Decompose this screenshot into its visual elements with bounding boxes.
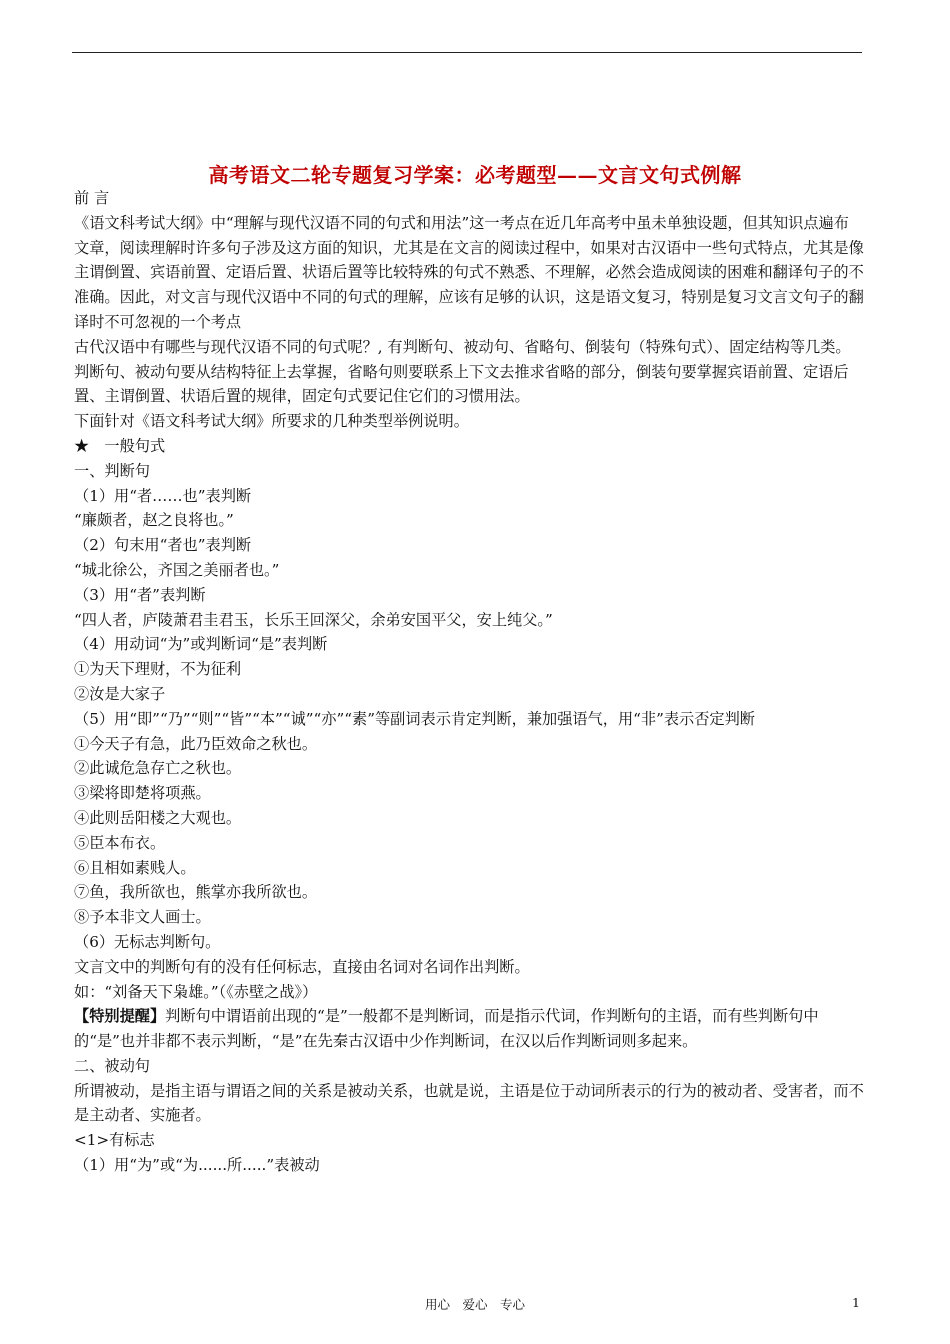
example-line: ⑤臣本布衣。 — [74, 833, 166, 852]
example-line: ⑥且相如素贱人。 — [74, 858, 196, 877]
paragraph: 古代汉语中有哪些与现代汉语不同的句式呢？, 有判断句、被动句、省略句、倒装句（特殊句式）、固定结构等几类。判断句、被动句要从结构特征上去掌握，省略句则要联系上下文去推求省略的部分，倒装句要掌握宾语前置、定语后置、主谓倒置、状语后置的规律，固定句式要记住它们的习惯用法。 — [74, 337, 851, 406]
special-note — [74, 1004, 864, 1054]
document-body — [74, 186, 864, 1178]
example-line: ④此则岳阳楼之大观也。 — [74, 808, 242, 827]
example-line: ②汝是大家子 — [74, 684, 166, 703]
section-heading: ★ 一般句式 — [74, 436, 166, 455]
subsection-heading: 二、被动句 — [74, 1056, 150, 1075]
page-footer: 用心 爱心 专心 — [424, 1297, 525, 1312]
example-line: ⑧予本非文人画士。 — [74, 908, 211, 927]
paragraph: 《语文科考试大纲》中“理解与现代汉语不同的句式和用法”这一考点在近几年高考中虽未单独设题，但其知识点遍布文章，阅读理解时许多句子涉及这方面的知识，尤其是在文言的阅读过程中，如果对古汉语中一些句式特点，尤其是像主谓倒置、宾语前置、定语后置、状语后置等比较特殊的句式不熟悉、不理解，必然会造成阅读的困难和翻译句子的不准确。因此，对文言与现代汉语中不同的句式的理解，应该有足够的认识，这是语文复习，特别是复习文言文句子的翻译时不可忽视的一个考点 — [74, 213, 864, 331]
list-item: <1>有标志 — [74, 1131, 155, 1150]
paragraph: 文言文中的判断句有的没有任何标志，直接由名词对名词作出判断。 — [74, 957, 530, 976]
example-line: ①为天下理财，不为征利 — [74, 660, 242, 679]
special-note-label: 【特别提醒】 — [74, 1007, 166, 1026]
list-item: （5）用“即”“乃”“则”“皆”“本”“诚”“亦”“素”等副词表示肯定判断，兼加强语气，用“非”表示否定判断 — [74, 709, 755, 728]
list-item: （3）用“者”表判断 — [74, 585, 206, 604]
list-item: （2）句末用“者也”表判断 — [74, 536, 252, 555]
document-title: 高考语文二轮专题复习学案：必考题型——文言文句式例解 — [208, 163, 742, 187]
list-item: （4）用动词“为”或判断词“是”表判断 — [74, 635, 328, 654]
paragraph: 下面针对《语文科考试大纲》所要求的几种类型举例说明。 — [74, 412, 469, 431]
example-line: ①今天子有急，此乃臣效命之秋也。 — [74, 734, 317, 753]
preface-heading: 前 言 — [74, 189, 110, 207]
example-line: ③梁将即楚将项燕。 — [74, 784, 211, 803]
example-line: “四人者，庐陵萧君圭君玉，长乐王回深父，余弟安国平父，安上纯父。” — [74, 610, 553, 629]
example-line: “廉颇者，赵之良将也。” — [74, 511, 234, 530]
list-item: （6）无标志判断句。 — [74, 932, 221, 951]
list-item: （1）用“者……也”表判断 — [74, 486, 252, 505]
page-number: 1 — [852, 1295, 860, 1310]
example-line: ⑦鱼，我所欲也，熊掌亦我所欲也。 — [74, 883, 317, 902]
list-item: （1）用“为”或“为......所.....”表被动 — [74, 1156, 320, 1175]
subsection-heading: 一、判断句 — [74, 461, 150, 480]
paragraph: 所谓被动，是指主语与谓语之间的关系是被动关系，也就是说，主语是位于动词所表示的行为的被动者、受害者，而不是主动者、实施者。 — [74, 1081, 864, 1125]
header-rule — [72, 52, 862, 53]
example-line: “城北徐公，齐国之美丽者也。” — [74, 560, 280, 579]
example-line: 如：“刘备天下枭雄。”（《赤壁之战》） — [74, 982, 318, 1001]
example-line: ②此诚危急存亡之秋也。 — [74, 759, 242, 778]
special-note-text: 判断句中谓语前出现的“是”一般都不是判断词，而是指示代词，作判断句的主语，而有些判断句中的“是”也并非都不表示判断，“是”在先秦古汉语中少作判断词，在汉以后作判断词则多起来。 — [74, 1007, 819, 1051]
